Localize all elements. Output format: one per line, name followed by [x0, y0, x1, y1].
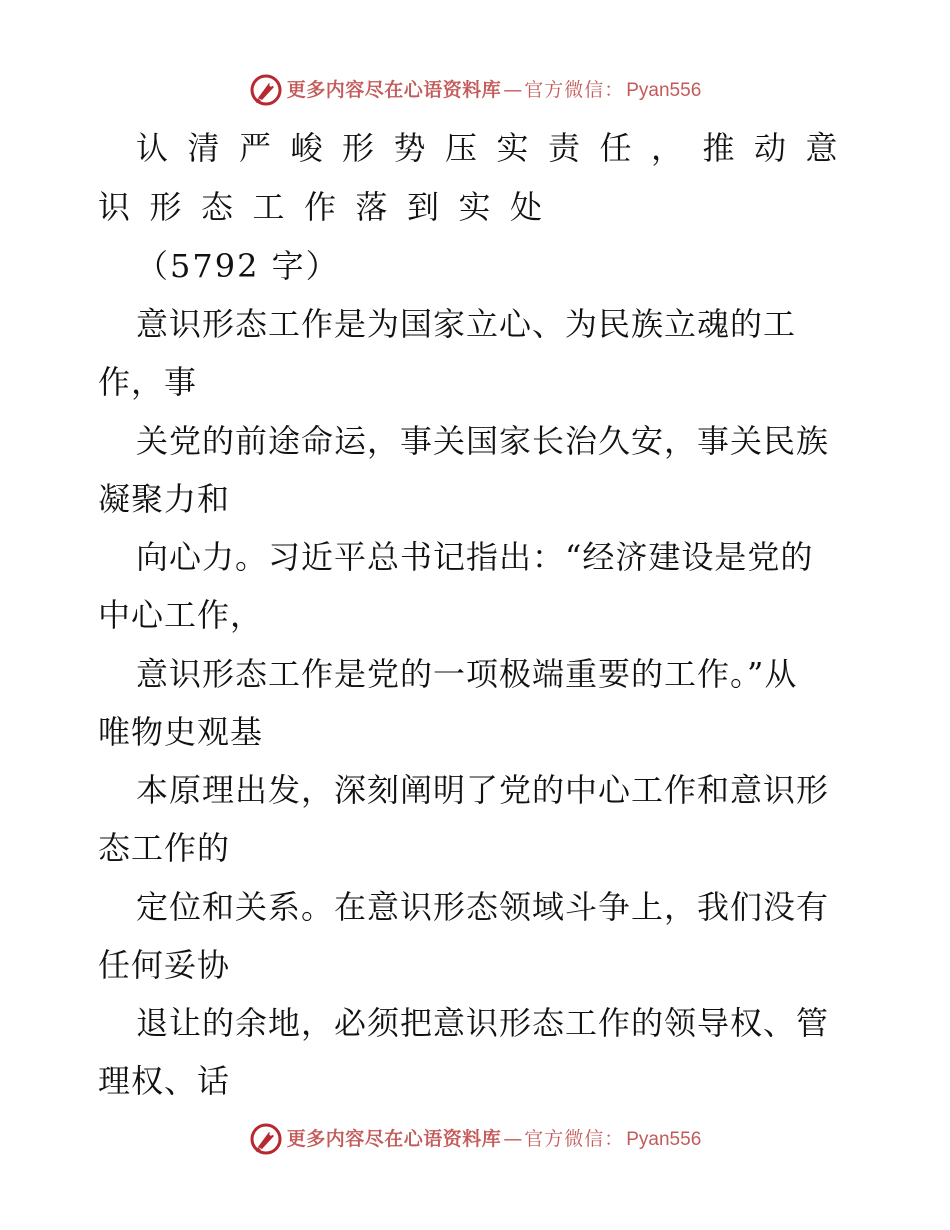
paragraph-line: 任何妥协 [98, 946, 231, 984]
paragraph-line: 理权、话 [98, 1062, 231, 1100]
pen-logo-icon [249, 1122, 283, 1156]
paragraph-line: 向心力。习近平总书记指出：“经济建设是党的 [136, 538, 814, 576]
paragraph-line: 关党的前途命运，事关国家长治久安，事关民族 [136, 422, 830, 460]
banner-contact-label: 官方微信： [524, 1127, 625, 1150]
paragraph-line: 态工作的 [98, 829, 231, 867]
document-title-line-2: 识形态工作落到实处 [98, 188, 562, 226]
banner-contact-id: Pyan556 [626, 79, 702, 101]
banner-contact-label: 官方微信： [524, 78, 625, 101]
footer-banner [0, 1119, 950, 1159]
banner-separator: — [503, 1127, 523, 1150]
paragraph-line: 退让的余地，必须把意识形态工作的领导权、管 [136, 1004, 830, 1042]
banner-site-name: 更多内容尽在心语资料库 [286, 78, 502, 101]
word-count: （5792 字） [136, 247, 340, 285]
paragraph-line: 本原理出发，深刻阐明了党的中心工作和意识形 [136, 771, 830, 809]
paragraph-line: 凝聚力和 [98, 480, 231, 518]
banner-contact-id: Pyan556 [626, 1128, 702, 1150]
paragraph-line: 唯物史观基 [98, 713, 264, 751]
paragraph-line: 作，事 [98, 363, 198, 401]
banner-site-name: 更多内容尽在心语资料库 [286, 1127, 502, 1150]
pen-logo-icon [249, 73, 283, 107]
paragraph-line: 中心工作， [98, 596, 264, 634]
paragraph-line: 意识形态工作是党的一项极端重要的工作。”从 [136, 655, 798, 693]
paragraph-line: 定位和关系。在意识形态领域斗争上，我们没有 [136, 888, 830, 926]
paragraph-line: 意识形态工作是为国家立心、为民族立魂的工 [136, 305, 797, 343]
document-title-line-1: 认清严峻形势压实责任，推动意 [136, 129, 858, 167]
banner-separator: — [503, 78, 523, 101]
header-banner [0, 70, 950, 110]
